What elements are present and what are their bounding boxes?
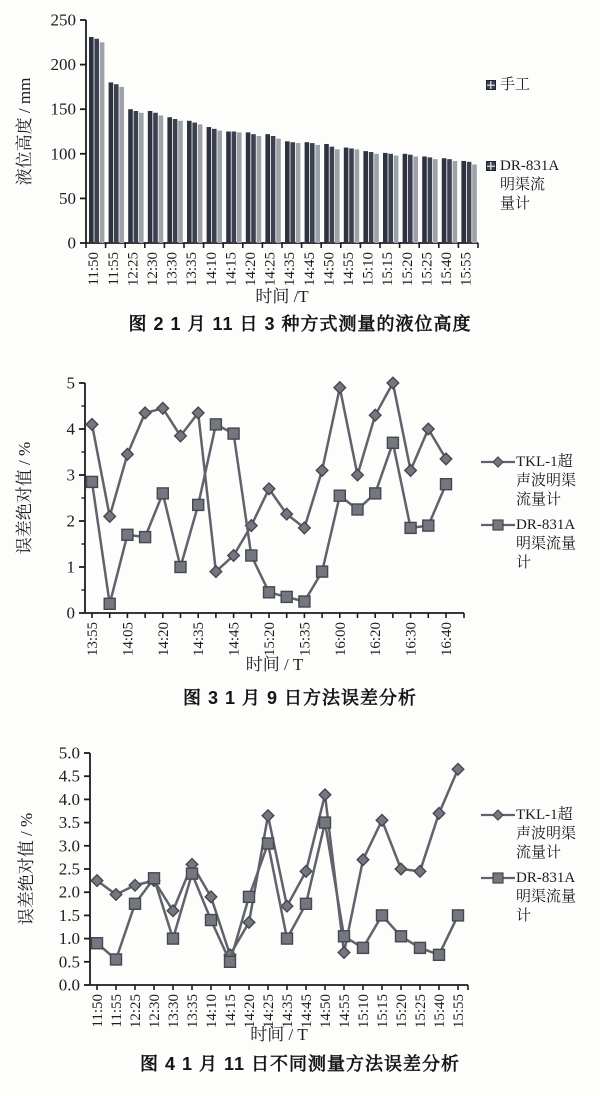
svg-text:14:45: 14:45 bbox=[301, 252, 318, 287]
svg-text:14:20: 14:20 bbox=[155, 622, 172, 657]
svg-text:14:20: 14:20 bbox=[242, 994, 258, 1029]
svg-text:16:40: 16:40 bbox=[439, 622, 455, 657]
svg-text:15:55: 15:55 bbox=[458, 252, 475, 287]
svg-text:15:20: 15:20 bbox=[399, 252, 416, 287]
svg-text:14:55: 14:55 bbox=[340, 252, 357, 287]
diamond-line-icon bbox=[481, 808, 515, 822]
svg-text:14:10: 14:10 bbox=[203, 252, 220, 287]
svg-text:12:30: 12:30 bbox=[147, 994, 163, 1029]
figure-4-caption: 图 4 1 月 11 日不同测量方法误差分析 bbox=[139, 1054, 461, 1074]
svg-text:13:30: 13:30 bbox=[166, 994, 182, 1029]
legend-item bbox=[481, 869, 599, 926]
svg-text:15:25: 15:25 bbox=[413, 994, 429, 1029]
svg-text:1.5: 1.5 bbox=[58, 905, 80, 925]
svg-text:14:15: 14:15 bbox=[223, 994, 239, 1029]
svg-text:15:55: 15:55 bbox=[451, 994, 467, 1029]
figure-4-legend bbox=[481, 806, 599, 926]
svg-text:15:35: 15:35 bbox=[297, 622, 314, 657]
svg-text:50: 50 bbox=[59, 188, 76, 208]
svg-text:14:45: 14:45 bbox=[299, 994, 315, 1029]
svg-text:3: 3 bbox=[66, 465, 75, 485]
svg-text:0.5: 0.5 bbox=[58, 952, 80, 972]
svg-text:4.0: 4.0 bbox=[58, 789, 80, 809]
svg-text:13:35: 13:35 bbox=[185, 994, 201, 1029]
svg-text:11:50: 11:50 bbox=[90, 994, 106, 1028]
svg-text:15:40: 15:40 bbox=[438, 252, 455, 287]
legend-label: 手工 bbox=[500, 77, 531, 93]
svg-text:时间 / T: 时间 / T bbox=[250, 1025, 308, 1044]
square-line-icon bbox=[481, 871, 515, 885]
figure-3-caption: 图 3 1 月 9 日方法误差分析 bbox=[182, 688, 418, 708]
svg-text:12:25: 12:25 bbox=[128, 994, 144, 1029]
svg-text:16:30: 16:30 bbox=[403, 622, 420, 657]
svg-text:14:05: 14:05 bbox=[120, 622, 137, 657]
svg-text:15:20: 15:20 bbox=[394, 994, 410, 1029]
legend-label: DR-831A 明渠流 量计 bbox=[500, 158, 560, 212]
svg-text:4: 4 bbox=[66, 419, 75, 439]
svg-text:液位高度 / mm: 液位高度 / mm bbox=[15, 77, 34, 186]
svg-text:时间 /T: 时间 /T bbox=[255, 287, 309, 306]
svg-text:3.5: 3.5 bbox=[58, 813, 80, 833]
svg-text:2: 2 bbox=[66, 511, 75, 531]
svg-text:0: 0 bbox=[66, 603, 75, 623]
svg-text:14:35: 14:35 bbox=[191, 622, 208, 657]
svg-text:14:20: 14:20 bbox=[242, 252, 259, 287]
legend-item bbox=[486, 76, 598, 95]
svg-text:16:20: 16:20 bbox=[368, 622, 385, 657]
svg-text:时间 / T: 时间 / T bbox=[245, 655, 304, 674]
svg-text:误差绝对值 / %: 误差绝对值 / % bbox=[15, 441, 34, 555]
svg-text:15:10: 15:10 bbox=[356, 994, 372, 1029]
svg-text:14:50: 14:50 bbox=[318, 994, 334, 1029]
svg-text:11:55: 11:55 bbox=[109, 994, 125, 1028]
svg-text:15:15: 15:15 bbox=[380, 252, 397, 287]
figure-3-legend bbox=[481, 453, 599, 573]
legend-item bbox=[486, 157, 598, 214]
svg-text:14:35: 14:35 bbox=[282, 252, 299, 287]
legend-item bbox=[481, 516, 599, 573]
legend-label: TKL-1超 声波明渠 流量计 bbox=[516, 454, 577, 508]
svg-text:100: 100 bbox=[50, 144, 76, 164]
svg-text:4.5: 4.5 bbox=[58, 766, 80, 786]
svg-text:16:00: 16:00 bbox=[332, 622, 349, 657]
square-line-icon bbox=[481, 518, 515, 532]
legend-label: DR-831A 明渠流量 计 bbox=[516, 517, 577, 571]
svg-text:15:25: 15:25 bbox=[419, 252, 436, 287]
svg-text:2.0: 2.0 bbox=[58, 882, 80, 902]
svg-text:误差绝对值 / %: 误差绝对值 / % bbox=[17, 812, 36, 926]
svg-text:15:15: 15:15 bbox=[375, 994, 391, 1029]
svg-text:15:20: 15:20 bbox=[262, 622, 278, 657]
svg-text:5.0: 5.0 bbox=[58, 743, 80, 763]
svg-text:1: 1 bbox=[66, 557, 75, 577]
svg-text:14:35: 14:35 bbox=[280, 994, 296, 1029]
legend-label: DR-831A 明渠流量 计 bbox=[516, 870, 577, 924]
diamond-line-icon bbox=[481, 455, 515, 469]
svg-text:250: 250 bbox=[50, 10, 76, 30]
svg-text:13:30: 13:30 bbox=[164, 252, 181, 287]
svg-text:14:15: 14:15 bbox=[223, 252, 240, 287]
svg-text:12:30: 12:30 bbox=[144, 252, 161, 287]
legend-label: TKL-1超 声波明渠 流量计 bbox=[516, 807, 577, 861]
svg-text:11:50: 11:50 bbox=[86, 252, 103, 286]
svg-text:15:40: 15:40 bbox=[432, 994, 448, 1029]
svg-text:14:55: 14:55 bbox=[337, 994, 353, 1029]
svg-text:14:50: 14:50 bbox=[321, 252, 338, 287]
svg-text:5: 5 bbox=[66, 373, 75, 393]
svg-text:14:25: 14:25 bbox=[262, 252, 279, 287]
svg-text:0: 0 bbox=[67, 233, 76, 253]
svg-text:3.0: 3.0 bbox=[58, 836, 80, 856]
svg-text:1.0: 1.0 bbox=[58, 929, 80, 949]
legend-item bbox=[481, 806, 599, 863]
svg-text:14:10: 14:10 bbox=[204, 994, 220, 1029]
legend-item bbox=[481, 453, 599, 510]
svg-text:150: 150 bbox=[50, 99, 76, 119]
figure-2-caption: 图 2 1 月 11 日 3 种方式测量的液位高度 bbox=[128, 314, 472, 334]
svg-text:13:35: 13:35 bbox=[184, 252, 201, 287]
svg-text:2.5: 2.5 bbox=[58, 859, 80, 879]
checker-square-icon bbox=[486, 80, 496, 90]
svg-text:14:25: 14:25 bbox=[261, 994, 277, 1029]
svg-text:0.0: 0.0 bbox=[58, 975, 80, 995]
svg-text:200: 200 bbox=[50, 55, 76, 75]
svg-text:14:45: 14:45 bbox=[226, 622, 243, 657]
svg-text:15:10: 15:10 bbox=[360, 252, 377, 287]
figure-2-legend bbox=[486, 76, 598, 214]
svg-text:11:55: 11:55 bbox=[105, 252, 122, 286]
checker-square-icon bbox=[486, 161, 496, 171]
svg-text:13:55: 13:55 bbox=[85, 622, 101, 657]
svg-text:12:25: 12:25 bbox=[125, 252, 142, 287]
